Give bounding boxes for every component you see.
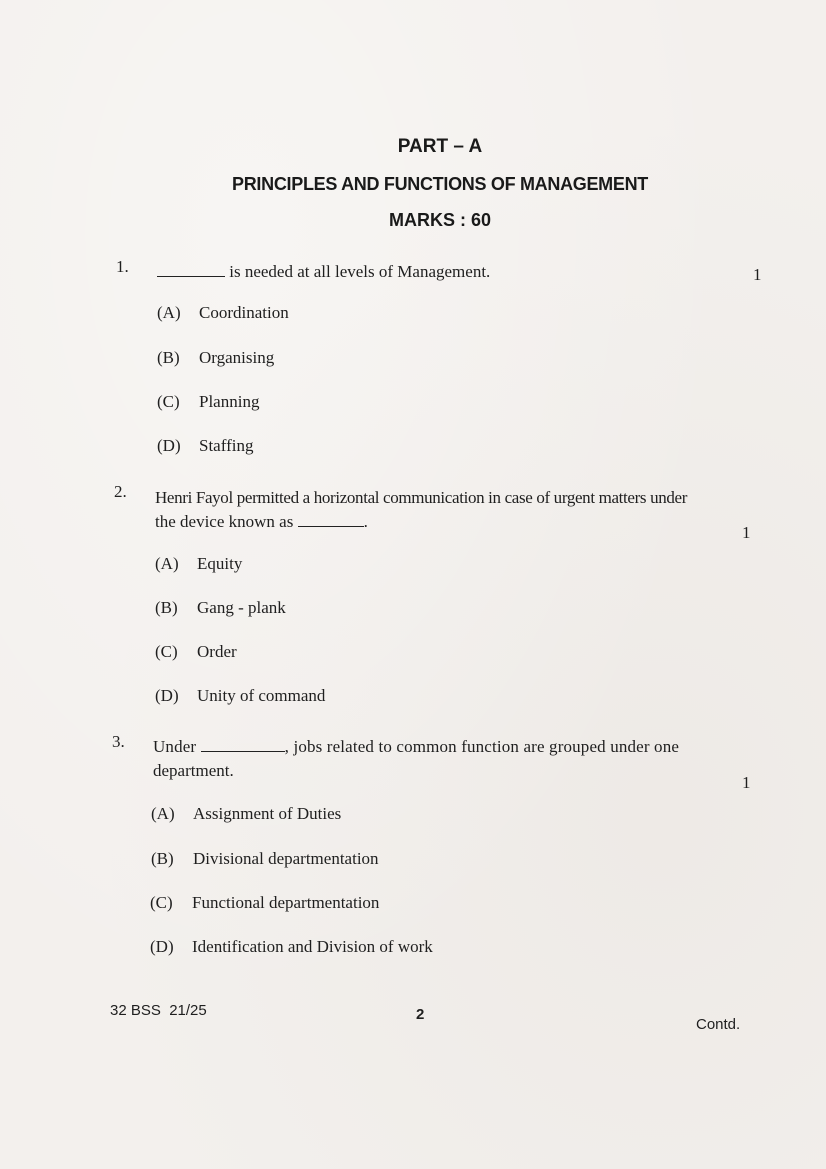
question-2-option-d: (D) Unity of command [155, 686, 326, 705]
question-3-option-c: (C) Functional departmentation [150, 893, 380, 912]
marks-heading: MARKS : 60 [388, 210, 491, 230]
answer-blank [157, 262, 225, 277]
question-2-number: 2. [114, 482, 127, 501]
question-3-option-b: (B) Divisional departmentation [151, 849, 379, 868]
answer-blank [298, 512, 364, 527]
question-3-option-d: (D) Identification and Division of work [150, 937, 433, 956]
question-1-option-d: (D) Staffing [157, 436, 254, 455]
paper-code: 32 BSS 21/25 [110, 1002, 207, 1019]
question-2-option-a: (A) Equity [155, 554, 243, 573]
question-3-option-a: (A) Assignment of Duties [151, 804, 342, 823]
answer-blank [201, 737, 285, 752]
question-3-text: Under , jobs related to common function are grouped under one department. [153, 737, 680, 780]
question-2-text: Henri Fayol permitted a horizontal communication in case of urgent matters under the device known as . [155, 488, 688, 531]
question-2-option-b: (B) Gang - plank [155, 598, 286, 617]
section-title: PRINCIPLES AND FUNCTIONS OF MANAGEMENT [232, 174, 648, 194]
part-heading: PART – A [397, 136, 483, 157]
question-2-option-c: (C) Order [155, 642, 237, 661]
question-1-option-c: (C) Planning [157, 392, 260, 411]
question-3-number: 3. [112, 732, 125, 751]
question-1-option-b: (B) Organising [157, 348, 275, 367]
question-1-option-a: (A) Coordination [157, 303, 289, 322]
question-1-marks: 1 [753, 265, 762, 284]
question-1-number: 1. [116, 257, 129, 276]
question-1-text: is needed at all levels of Management. [157, 260, 490, 284]
question-2-marks: 1 [742, 523, 751, 542]
contd-label: Contd. [696, 1016, 741, 1033]
page-number: 2 [416, 1006, 425, 1023]
question-3-marks: 1 [742, 773, 751, 792]
